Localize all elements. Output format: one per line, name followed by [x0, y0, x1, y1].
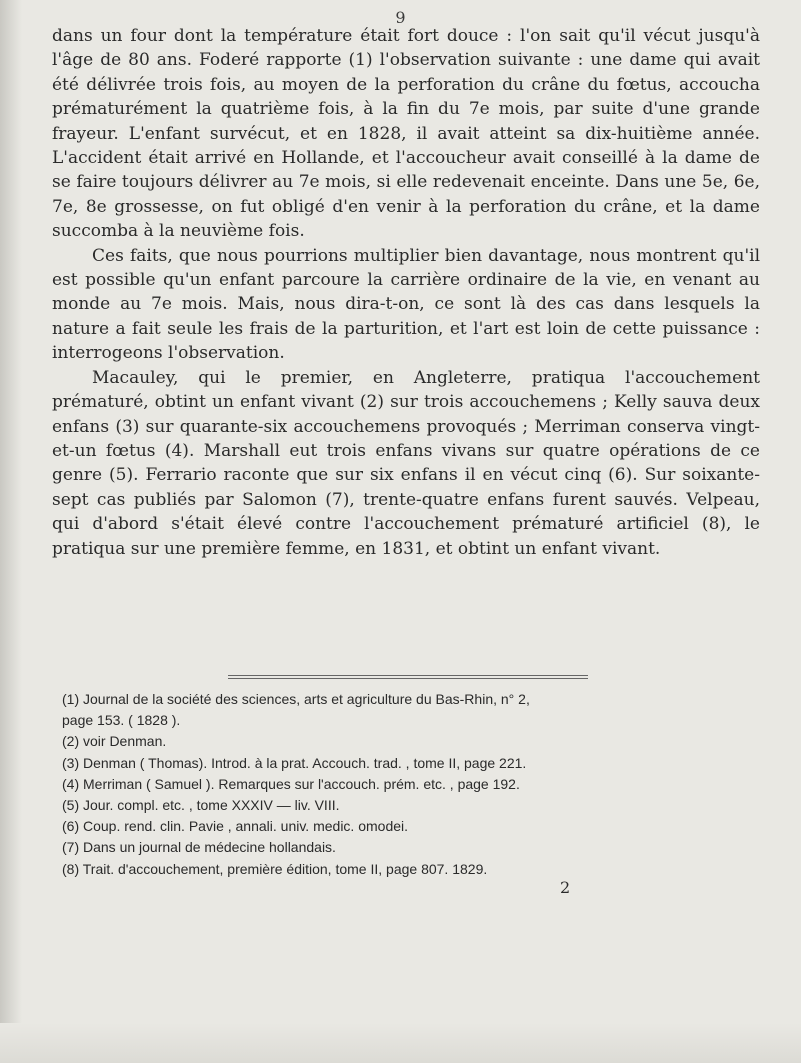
paragraph-1: dans un four dont la température était fort douce : l'on sait qu'il vécut jusqu'à l'âge de 80 ans. Foderé rapporte (1) l'observation suivante : une dame qui avait été délivrée trois fois, au moyen de la perforation du crâne du fœtus, accoucha prématurément la quatrième fois, à la fin du 7e mois, par suite d'une grande frayeur. L'enfant survécut, et en 1828, il avait atteint sa dix-huitième année. L'accident était arrivé en Hollande, et l'accoucheur avait conseillé à la dame de se faire toujours délivrer au 7e mois, si elle redevenait enceinte. Dans une 5e, 6e, 7e, 8e grossesse, on fut obligé d'en venir à la perforation du crâne, et la dame succomba à la neuvième fois. [52, 26, 760, 242]
footnote-4: (4) Merriman ( Samuel ). Remarques sur l'accouch. prém. etc. , page 192. [62, 775, 520, 792]
page-bottom-shadow [0, 1023, 801, 1063]
footnote-separator [228, 675, 588, 679]
footnote-6: (6) Coup. rend. clin. Pavie , annali. univ. medic. omodei. [62, 818, 409, 835]
footnote-1-cont: page 153. ( 1828 ). [62, 712, 181, 729]
paragraph-2: Ces faits, que nous pourrions multiplier bien davantage, nous montrent qu'il est possible qu'un enfant parcoure la carrière ordinaire de la vie, en venant au monde au 7e mois. Mais, nous dira-t-on, ce sont là des cas dans lesquels la nature a fait seule les frais de la parturition, et l'art est loin de cette puissance : interrogeons l'observation. [52, 245, 760, 364]
footnote-8: (8) Trait. d'accouchement, première édition, tome II, page 807. 1829. [62, 860, 488, 877]
footnote-2: (2) voir Denman. [62, 733, 167, 750]
footnote-7: (7) Dans un journal de médecine hollandais. [62, 839, 336, 856]
page-number: 9 [395, 8, 406, 27]
page-edge-shadow [0, 0, 22, 1063]
paragraph-3: Macauley, qui le premier, en Angleterre, pratiqua l'accouchement prématuré, obtint un enfant vivant (2) sur trois accouchemens ; Kelly sauva deux enfans (3) sur quarante-six accouchemens provoqués ; Merriman conserva vingt-et-un fœtus (4). Marshall eut trois enfans vivans sur quatre opérations de ce genre (5). Ferrario raconte que sur six enfans il en vécut cinq (6). Sur soixante-sept cas publiés par Salomon (7), trente-quatre enfans furent sauvés. Velpeau, qui d'abord s'était élevé contre l'accouchement prématuré artificiel (8), le pratiqua sur une première femme, en 1831, et obtint un enfant vivant. [52, 367, 760, 559]
footnotes [62, 689, 762, 880]
footnote-1: (1) Journal de la société des sciences, arts et agriculture du Bas-Rhin, n° 2, [62, 691, 530, 707]
footnote-3: (3) Denman ( Thomas). Introd. à la prat. Accouch. trad. , tome II, page 221. [62, 754, 527, 771]
main-text [52, 24, 760, 561]
signature-mark: 2 [560, 878, 571, 897]
footnote-5: (5) Jour. compl. etc. , tome XXXIV — liv. VIII. [62, 797, 340, 814]
